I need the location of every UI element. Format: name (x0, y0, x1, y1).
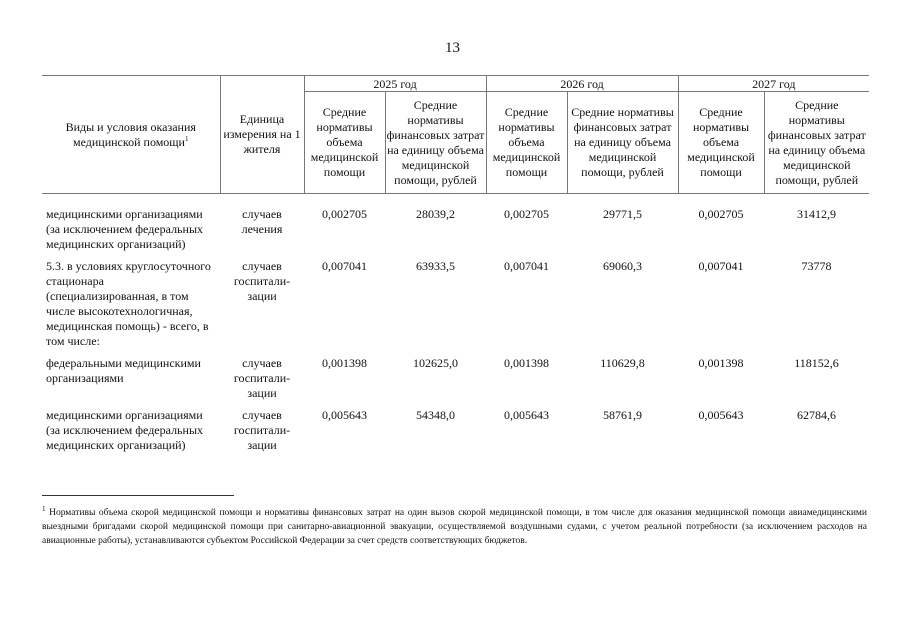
table-row (42, 194, 869, 260)
header-year-2025: 2025 год (304, 76, 486, 92)
row-volume-2025: 0,005643 (322, 408, 367, 422)
row-cost-2026: 29771,5 (603, 207, 643, 221)
header-cost-2027: Средние нормативы финансовых затрат на единицу объема медицинской помощи, рублей (764, 92, 869, 194)
row-volume-2027: 0,005643 (698, 408, 744, 422)
header-volume-2026: Средние нормативы объема медицинской помощи (486, 92, 567, 194)
header-cost-2026: Средние нормативы финансовых затрат на единицу объема медицинской помощи, рублей (567, 92, 678, 194)
row-volume-2025: 0,002705 (322, 207, 367, 221)
header-kind-label: Виды и условия оказания медицинской помощи (65, 119, 196, 149)
row-unit: случаев госпитали-зации (233, 408, 291, 452)
row-unit: случаев госпитали-зации (233, 259, 291, 303)
row-cost-2025: 54348,0 (416, 408, 455, 422)
row-volume-2025: 0,001398 (322, 356, 367, 370)
header-year-2026: 2026 год (486, 76, 678, 92)
row-unit: случаев лечения (241, 207, 283, 236)
table-row (42, 356, 869, 408)
header-kind (42, 76, 220, 194)
row-volume-2026: 0,007041 (504, 259, 550, 273)
row-cost-2027: 118152,6 (794, 356, 839, 370)
row-cost-2025: 28039,2 (416, 207, 455, 221)
row-cost-2026: 58761,9 (603, 408, 643, 422)
header-cost-2025: Средние нормативы финансовых затрат на единицу объема медицинской помощи, рублей (385, 92, 486, 194)
table-row (42, 259, 869, 356)
row-cost-2026: 110629,8 (600, 356, 645, 370)
row-kind: 5.3. в условиях круглосуточного стационара (специализированная, в том числе высокотехнологичная, медицинская помощь) - всего, в том числе: (46, 259, 211, 348)
row-cost-2026: 69060,3 (603, 259, 643, 273)
row-volume-2025: 0,007041 (322, 259, 367, 273)
footnote-divider (42, 495, 234, 496)
norms-table (42, 75, 869, 460)
row-unit: случаев госпитали-зации (233, 356, 291, 400)
table-row (42, 408, 869, 460)
row-volume-2026: 0,005643 (504, 408, 550, 422)
page-number: 13 (445, 40, 460, 56)
row-volume-2026: 0,001398 (504, 356, 550, 370)
footnote-text: Нормативы объема скорой медицинской помощи и нормативы финансовых затрат на один вызов скорой медицинской помощи, в том числе для оказания медицинской помощи авиамедицинскими выездными бригадами скорой медицинской помощи при санитарно-авиационной эвакуации, осуществляемой воздушными судами, с учетом реальной потребности (за исключением расходов на авиационные работы), устанавливаются субъектом Российской Федерации за счет средств соответствующих бюджетов. (42, 508, 867, 546)
row-volume-2027: 0,001398 (698, 356, 744, 370)
footnote-ref: 1 (184, 134, 189, 143)
row-kind: медицинскими организациями (за исключением федеральных медицинских организаций) (46, 207, 204, 251)
row-cost-2025: 63933,5 (416, 259, 455, 273)
row-cost-2025: 102625,0 (413, 356, 458, 370)
row-cost-2027: 62784,6 (797, 408, 837, 422)
header-volume-2025: Средние нормативы объема медицинской помощи (304, 92, 385, 194)
footnote (42, 506, 867, 548)
row-kind: федеральными медицинскими организациями (46, 356, 201, 385)
footnote-mark: 1 (42, 504, 46, 513)
row-cost-2027: 31412,9 (797, 207, 837, 221)
header-unit: Единица измерения на 1 жителя (220, 76, 304, 194)
header-year-2027: 2027 год (678, 76, 869, 92)
row-volume-2026: 0,002705 (504, 207, 550, 221)
row-cost-2027: 73778 (801, 259, 832, 273)
row-volume-2027: 0,007041 (698, 259, 744, 273)
header-volume-2027: Средние нормативы объема медицинской помощи (678, 92, 764, 194)
row-kind: медицинскими организациями (за исключением федеральных медицинских организаций) (46, 408, 204, 452)
row-volume-2027: 0,002705 (698, 207, 744, 221)
